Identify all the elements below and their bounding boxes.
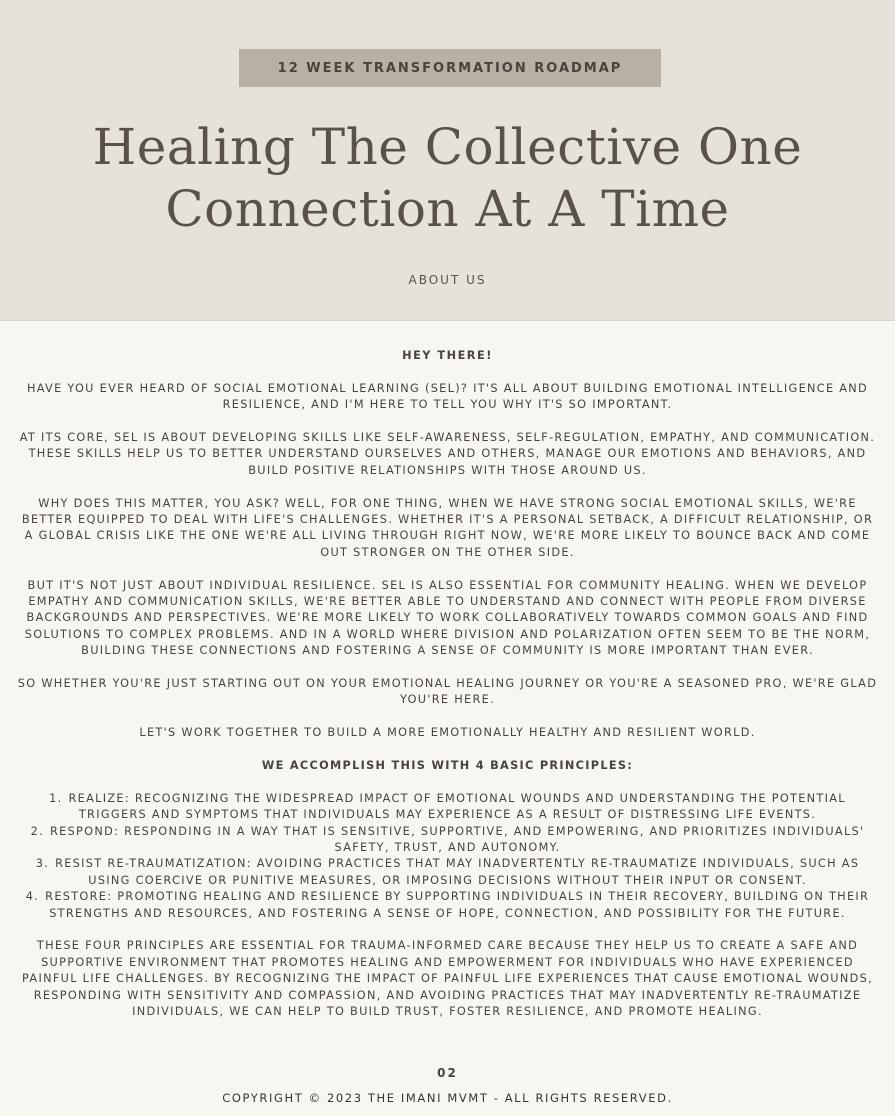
- principle-item: [16, 856, 879, 889]
- page-title-line-1: Healing The Collective One: [92, 118, 803, 176]
- principle-text: RESTORE: PROMOTING HEALING AND RESILIENCE BY SUPPORTING INDIVIDUALS IN THEIR RECOVERY, BUILDING ON THEIR STRENGTHS AND RESOURCES, AND FOSTERING A SENSE OF HOPE, CONNECTION, AND POSSIBILITY FOR THE FUTURE.: [45, 890, 870, 920]
- paragraph-1: HAVE YOU EVER HEARD OF SOCIAL EMOTIONAL LEARNING (SEL)? IT'S ALL ABOUT BUILDING EMOTIONAL INTELLIGENCE AND RESILIENCE, AND I'M HERE TO TELL YOU WHY IT'S SO IMPORTANT.: [26, 381, 869, 412]
- paragraph-3: WHY DOES THIS MATTER, YOU ASK? WELL, FOR ONE THING, WHEN WE HAVE STRONG SOCIAL EMOTIONAL SKILLS, WE'RE BETTER EQUIPPED TO DEAL WITH LIFE'S CHALLENGES. WHETHER IT'S A PERSONAL SETBACK, A DIFFICULT RELATIONSHIP, OR A GLOBAL CRISIS LIKE THE ONE WE'RE ALL LIVING THROUGH RIGHT NOW, WE'RE MORE LIKELY TO BOUNCE BACK AND COME OUT STRONGER ON THE OTHER SIDE.: [21, 496, 874, 559]
- principle-number: 4.: [25, 890, 40, 904]
- body-content: [16, 348, 879, 1037]
- copyright-notice: COPYRIGHT © 2023 THE IMANI MVMT - ALL RIGHTS RESERVED.: [222, 1091, 673, 1105]
- page-number: 02: [437, 1066, 458, 1080]
- principle-item: [16, 824, 879, 857]
- paragraph-5: SO WHETHER YOU'RE JUST STARTING OUT ON YOUR EMOTIONAL HEALING JOURNEY OR YOU'RE A SEASONED PRO, WE'RE GLAD YOU'RE HERE.: [17, 677, 878, 707]
- principle-text: RESIST RE-TRAUMATIZATION: AVOIDING PRACTICES THAT MAY INADVERTENTLY RE-TRAUMATIZE INDIVIDUALS, SUCH AS USING COERCIVE OR PUNITIVE MEASURES, OR IMPOSING DECISIONS WITHOUT THEIR INPUT OR CONSENT.: [55, 857, 860, 887]
- principle-item: [16, 791, 879, 824]
- paragraph-2: AT ITS CORE, SEL IS ABOUT DEVELOPING SKILLS LIKE SELF-AWARENESS, SELF-REGULATION, EMPATHY, AND COMMUNICATION. THESE SKILLS HELP US TO BETTER UNDERSTAND OURSELVES AND OTHERS, MANAGE OUR EMOTIONS AND BEHAVIORS, AND BUILD POSITIVE RELATIONSHIPS WITH THOSE AROUND US.: [19, 431, 876, 477]
- page-title: [0, 116, 895, 240]
- principle-number: 2.: [30, 824, 44, 838]
- principle-text: REALIZE: RECOGNIZING THE WIDESPREAD IMPACT OF EMOTIONAL WOUNDS AND UNDERSTANDING THE POTENTIAL TRIGGERS AND SYMPTOMS THAT INDIVIDUALS MAY EXPERIENCE AS A RESULT OF DISTRESSING LIFE EVENTS.: [68, 791, 846, 822]
- closing-paragraph: THESE FOUR PRINCIPLES ARE ESSENTIAL FOR TRAUMA-INFORMED CARE BECAUSE THEY HELP US TO CREATE A SAFE AND SUPPORTIVE ENVIRONMENT THAT PROMOTES HEALING AND EMPOWERMENT FOR INDIVIDUALS WHO HAVE EXPERIENCED PAINFUL LIFE CHALLENGES. BY RECOGNIZING THE IMPACT OF PAINFUL LIFE EXPERIENCES THAT CAUSE EMOTIONAL WOUNDS, RESPONDING WITH SENSITIVITY AND COMPASSION, AND AVOIDING PRACTICES THAT MAY INADVERTENTLY RE-TRAUMATIZE INDIVIDUALS, WE CAN HELP TO BUILD TRUST, FOSTER RESILIENCE, AND PROMOTE HEALING.: [22, 939, 873, 1019]
- header-banner: [0, 0, 895, 321]
- section-label: ABOUT US: [408, 273, 487, 287]
- page-title-line-2: Connection At A Time: [165, 180, 730, 238]
- principle-number: 3.: [35, 857, 50, 871]
- principle-number: 1.: [49, 791, 63, 805]
- principles-heading: WE ACCOMPLISH THIS WITH 4 BASIC PRINCIPLES:: [261, 759, 634, 773]
- principles-list: [16, 791, 879, 922]
- paragraph-4: BUT IT'S NOT JUST ABOUT INDIVIDUAL RESILIENCE. SEL IS ALSO ESSENTIAL FOR COMMUNITY HEALING. WHEN WE DEVELOP EMPATHY AND COMMUNICATION SKILLS, WE'RE BETTER ABLE TO UNDERSTAND AND CONNECT WITH PEOPLE FROM DIVERSE BACKGROUNDS AND PERSPECTIVES. WE'RE MORE LIKELY TO WORK COLLABORATIVELY TOWARDS COMMON GOALS AND FIND SOLUTIONS TO COMPLEX PROBLEMS. AND IN A WORLD WHERE DIVISION AND POLARIZATION OFTEN SEEM TO BE THE NORM, BUILDING THESE CONNECTIONS AND FOSTERING A SENSE OF COMMUNITY IS MORE IMPORTANT THAN EVER.: [24, 578, 871, 658]
- greeting: HEY THERE!: [402, 349, 493, 362]
- roadmap-badge: 12 WEEK TRANSFORMATION ROADMAP: [239, 49, 661, 87]
- principle-item: [16, 889, 879, 922]
- paragraph-6: LET'S WORK TOGETHER TO BUILD A MORE EMOTIONALLY HEALTHY AND RESILIENT WORLD.: [139, 726, 756, 740]
- principle-text: RESPOND: RESPONDING IN A WAY THAT IS SENSITIVE, SUPPORTIVE, AND EMPOWERING, AND PRIORITIZES INDIVIDUALS' SAFETY, TRUST, AND AUTONOMY.: [49, 824, 865, 855]
